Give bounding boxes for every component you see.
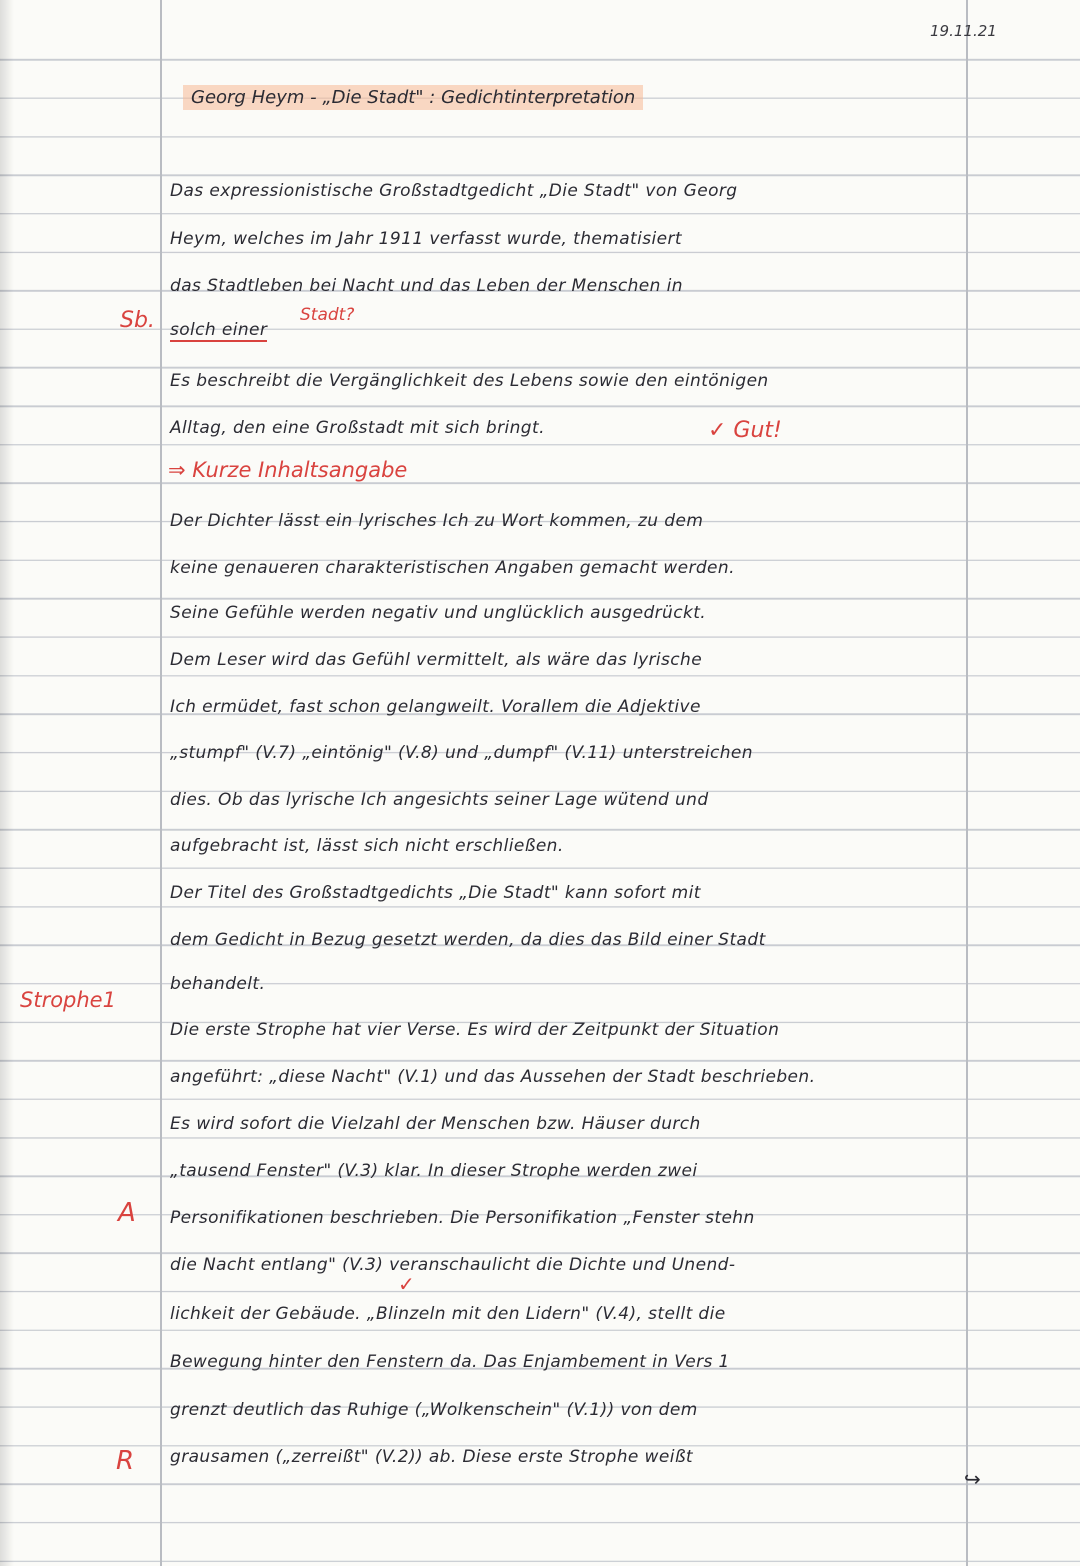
text-line-8: keine genaueren charakteristischen Angaben gemacht werden. <box>170 558 735 578</box>
feedback-gut: ✓ Gut! <box>708 418 782 443</box>
text-line-25: Bewegung hinter den Fenstern da. Das Enjambement in Vers 1 <box>170 1352 730 1372</box>
text-line-14: aufgebracht ist, lässt sich nicht erschließen. <box>170 836 564 856</box>
text-line-24: lichkeit der Gebäude. „Blinzeln mit den Lidern" (V.4), stellt die <box>170 1304 726 1324</box>
date: 19.11.21 <box>930 22 997 40</box>
margin-note-strophe1: Strophe1 <box>20 988 116 1012</box>
text-line-5: Es beschreibt die Vergänglichkeit des Lebens sowie den eintönigen <box>170 371 769 391</box>
text-line-16: dem Gedicht in Bezug gesetzt werden, da dies das Bild einer Stadt <box>170 930 766 950</box>
page-title: Georg Heym - „Die Stadt" : Gedichtinterpretation <box>183 85 643 110</box>
check-mark-icon: ✓ <box>398 1272 415 1296</box>
text-line-26: grenzt deutlich das Ruhige („Wolkenschein" (V.1)) von dem <box>170 1400 698 1420</box>
margin-note-sb: Sb. <box>120 308 155 333</box>
text-line-3: das Stadtleben bei Nacht und das Leben der Menschen in <box>170 276 683 296</box>
text-line-7: Der Dichter lässt ein lyrisches Ich zu Wort kommen, zu dem <box>170 511 704 531</box>
text-line-20: Es wird sofort die Vielzahl der Menschen bzw. Häuser durch <box>170 1114 701 1134</box>
text-line-17: behandelt. <box>170 974 266 994</box>
margin-note-stadt: Stadt? <box>300 305 355 325</box>
text-line-12: „stumpf" (V.7) „eintönig" (V.8) und „dumpf" (V.11) unterstreichen <box>170 743 753 763</box>
text-line-22: Personifikationen beschrieben. Die Personifikation „Fenster stehn <box>170 1208 755 1228</box>
text-line-6: Alltag, den eine Großstadt mit sich bringt. <box>170 418 545 438</box>
text-line-9: Seine Gefühle werden negativ und unglücklich ausgedrückt. <box>170 603 707 623</box>
right-margin-line <box>966 0 968 1566</box>
left-margin-line <box>160 0 162 1566</box>
text-line-11: Ich ermüdet, fast schon gelangweilt. Vorallem die Adjektive <box>170 697 701 717</box>
text-line-27: grausamen („zerreißt" (V.2)) ab. Diese erste Strophe weißt <box>170 1447 693 1467</box>
text-line-18: Die erste Strophe hat vier Verse. Es wird der Zeitpunkt der Situation <box>170 1020 780 1040</box>
page-shadow <box>0 0 14 1566</box>
text-line-13: dies. Ob das lyrische Ich angesichts seiner Lage wütend und <box>170 790 709 810</box>
continue-arrow-icon: ↪ <box>964 1467 981 1491</box>
text-line-19: angeführt: „diese Nacht" (V.1) und das Aussehen der Stadt beschrieben. <box>170 1067 816 1087</box>
text-line-15: Der Titel des Großstadtgedichts „Die Stadt" kann sofort mit <box>170 883 701 903</box>
text-line-10: Dem Leser wird das Gefühl vermittelt, als wäre das lyrische <box>170 650 703 670</box>
margin-note-a: A <box>118 1198 136 1228</box>
text-line-1: Das expressionistische Großstadtgedicht „Die Stadt" von Georg <box>170 181 738 201</box>
feedback-kurze-inhaltsangabe: ⇒ Kurze Inhaltsangabe <box>168 458 408 482</box>
underlined-phrase: solch einer <box>170 320 268 340</box>
text-line-21: „tausend Fenster" (V.3) klar. In dieser Strophe werden zwei <box>170 1161 698 1181</box>
text-line-4 <box>170 320 267 340</box>
text-line-23: die Nacht entlang" (V.3) veranschaulicht die Dichte und Unend- <box>170 1255 736 1275</box>
text-line-2: Heym, welches im Jahr 1911 verfasst wurde, thematisiert <box>170 229 682 249</box>
margin-note-r: R <box>116 1446 135 1476</box>
